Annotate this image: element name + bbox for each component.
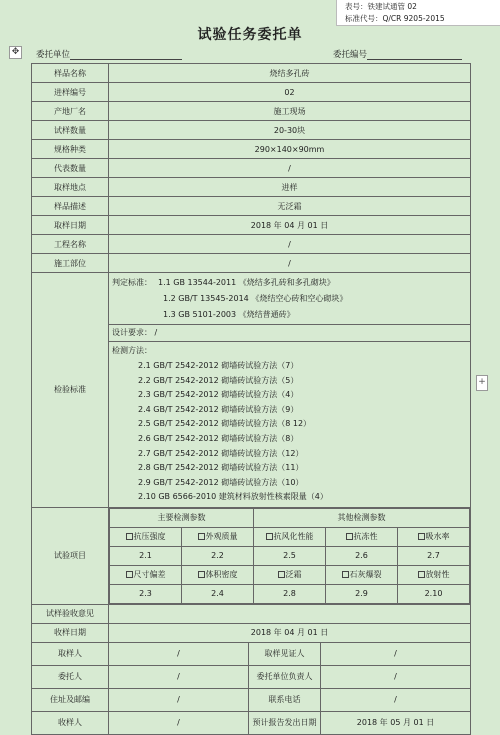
receipt-opinion-label: 试样验收意见	[32, 604, 109, 623]
info-row	[32, 121, 471, 140]
test-item-code: 2.5	[254, 546, 326, 565]
test-item-code: 2.8	[254, 584, 326, 603]
test-item-code: 2.9	[326, 584, 398, 603]
items-grid	[109, 507, 471, 604]
test-item-checkbox[interactable]	[398, 527, 470, 546]
client-value: /	[109, 665, 249, 688]
basis-row	[32, 273, 471, 508]
checkbox-icon[interactable]	[198, 571, 205, 578]
info-row	[32, 140, 471, 159]
commission-no-label: 委托编号	[333, 50, 368, 60]
method-line: 2.7 GB/T 2542-2012 砌墙砖试验方法（12）	[138, 448, 304, 458]
judge-line-2: 1.2 GB/T 13545-2014 《烧结空心砖和空心砌块》	[163, 294, 348, 303]
method-line: 2.4 GB/T 2542-2012 砌墙砖试验方法（9）	[138, 404, 299, 414]
address-value: /	[109, 688, 249, 711]
test-item-name: 泛霜	[285, 570, 302, 580]
receipt-date-value: 2018 年 04 月 01 日	[109, 623, 471, 642]
form-code-box	[336, 0, 500, 26]
test-item-code: 2.1	[110, 546, 182, 565]
info-row	[32, 216, 471, 235]
receipt-date-label: 收样日期	[32, 623, 109, 642]
sampler-row	[32, 642, 471, 665]
info-value: /	[109, 254, 471, 273]
test-item-checkbox[interactable]	[182, 527, 254, 546]
receipt-date-row	[32, 623, 471, 642]
test-item-checkbox[interactable]	[110, 565, 182, 584]
checkbox-icon[interactable]	[342, 571, 349, 578]
design-requirement: 设计要求： /	[109, 324, 470, 342]
info-row	[32, 235, 471, 254]
methods-list	[112, 359, 467, 505]
info-label: 进样编号	[32, 83, 109, 102]
checkbox-icon[interactable]	[198, 533, 205, 540]
client-label: 委托人	[32, 665, 109, 688]
info-label: 施工部位	[32, 254, 109, 273]
test-item-name: 抗风化性能	[273, 532, 314, 542]
test-item-name: 体积密度	[205, 570, 238, 580]
info-row	[32, 64, 471, 83]
test-item-checkbox[interactable]	[110, 527, 182, 546]
test-item-code: 2.2	[182, 546, 254, 565]
commission-table	[31, 63, 471, 735]
info-label: 产地厂名	[32, 102, 109, 121]
info-label: 取样地点	[32, 178, 109, 197]
sampler-label: 取样人	[32, 642, 109, 665]
test-item-code: 2.10	[398, 584, 470, 603]
test-item-code: 2.4	[182, 584, 254, 603]
test-item-code: 2.3	[110, 584, 182, 603]
info-label: 规格种类	[32, 140, 109, 159]
info-value: /	[109, 235, 471, 254]
methods-title: 检测方法：	[112, 346, 152, 355]
method-line: 2.10 GB 6566-2010 建筑材料放射性核素限量（4）	[138, 492, 328, 502]
report-date-value: 2018 年 05 月 01 日	[321, 711, 471, 734]
client-unit-line[interactable]	[70, 49, 182, 60]
info-label: 工程名称	[32, 235, 109, 254]
info-value: 290×140×90mm	[109, 140, 471, 159]
phone-label: 联系电话	[249, 688, 321, 711]
method-line: 2.8 GB/T 2542-2012 砌墙砖试验方法（11）	[138, 463, 304, 473]
method-line: 2.3 GB/T 2542-2012 砌墙砖试验方法（4）	[138, 390, 299, 400]
report-date-label: 预计报告发出日期	[249, 711, 321, 734]
address-row	[32, 688, 471, 711]
receiver-value: /	[109, 711, 249, 734]
test-item-checkbox[interactable]	[182, 565, 254, 584]
info-value: 施工现场	[109, 102, 471, 121]
items-subtable	[109, 508, 470, 604]
test-item-name: 尺寸偏差	[133, 570, 166, 580]
receiver-label: 收样人	[32, 711, 109, 734]
receipt-opinion-row	[32, 604, 471, 623]
items-label: 试验项目	[32, 507, 109, 604]
checkbox-icon[interactable]	[126, 533, 133, 540]
info-value: 20-30块	[109, 121, 471, 140]
test-item-name: 吸水率	[425, 532, 450, 542]
info-value: 烧结多孔砖	[109, 64, 471, 83]
main-params-title: 主要检测参数	[110, 508, 254, 527]
info-row	[32, 254, 471, 273]
info-row	[32, 178, 471, 197]
checkbox-icon[interactable]	[266, 533, 273, 540]
client-lead-value: /	[321, 665, 471, 688]
info-value: /	[109, 159, 471, 178]
standard-code: 标准代号：Q/CR 9205-2015	[345, 14, 445, 23]
info-label: 试样数量	[32, 121, 109, 140]
client-unit-field	[36, 48, 182, 60]
method-line: 2.1 GB/T 2542-2012 砌墙砖试验方法（7）	[138, 361, 299, 370]
info-value: 2018 年 04 月 01 日	[109, 216, 471, 235]
receipt-opinion-value[interactable]	[109, 604, 471, 623]
method-line: 2.6 GB/T 2542-2012 砌墙砖试验方法（8）	[138, 433, 299, 443]
add-column-plus-icon[interactable]: +	[476, 375, 488, 391]
items-row	[32, 507, 471, 604]
test-item-checkbox[interactable]	[398, 565, 470, 584]
test-item-checkbox[interactable]	[254, 565, 326, 584]
client-unit-label: 委托单位	[36, 50, 71, 60]
test-item-checkbox[interactable]	[326, 527, 398, 546]
other-params-title: 其他检测参数	[254, 508, 470, 527]
client-row	[32, 665, 471, 688]
checkbox-icon[interactable]	[346, 533, 353, 540]
test-item-name: 外观质量	[205, 532, 238, 542]
commission-no-field	[333, 48, 462, 60]
test-item-name: 抗压强度	[133, 532, 166, 542]
address-label: 住址及邮编	[32, 688, 109, 711]
info-value: 进样	[109, 178, 471, 197]
commission-no-line[interactable]	[367, 49, 462, 60]
checkbox-icon[interactable]	[418, 533, 425, 540]
method-line: 2.9 GB/T 2542-2012 砌墙砖试验方法（10）	[138, 477, 304, 487]
basis-label: 检验标准	[32, 273, 109, 508]
checkbox-icon[interactable]	[278, 571, 285, 578]
table-move-handle-icon[interactable]: ✥	[9, 46, 22, 59]
test-item-code: 2.6	[326, 546, 398, 565]
phone-value: /	[321, 688, 471, 711]
info-row	[32, 159, 471, 178]
info-row	[32, 197, 471, 216]
method-line: 2.2 GB/T 2542-2012 砌墙砖试验方法（5）	[138, 375, 299, 385]
page-title: 试验任务委托单	[197, 27, 303, 43]
test-item-name: 石灰爆裂	[349, 570, 382, 580]
client-lead-label: 委托单位负责人	[249, 665, 321, 688]
checkbox-icon[interactable]	[126, 571, 133, 578]
test-item-checkbox[interactable]	[326, 565, 398, 584]
info-row	[32, 83, 471, 102]
witness-label: 取样见证人	[249, 642, 321, 665]
checkbox-icon[interactable]	[418, 571, 425, 578]
test-item-name: 放射性	[425, 570, 450, 580]
form-code: 表号：铁建试通管 02	[345, 2, 417, 11]
test-item-name: 抗冻性	[353, 532, 378, 542]
sampler-value: /	[109, 642, 249, 665]
info-label: 取样日期	[32, 216, 109, 235]
method-line: 2.5 GB/T 2542-2012 砌墙砖试验方法（8 12）	[138, 419, 312, 429]
info-row	[32, 102, 471, 121]
receiver-row	[32, 711, 471, 734]
test-item-checkbox[interactable]	[254, 527, 326, 546]
witness-value: /	[321, 642, 471, 665]
info-value: 无泛霜	[109, 197, 471, 216]
info-label: 代表数量	[32, 159, 109, 178]
basis-content	[109, 273, 471, 508]
info-value: 02	[109, 83, 471, 102]
test-item-code: 2.7	[398, 546, 470, 565]
info-label: 样品名称	[32, 64, 109, 83]
info-label: 样品描述	[32, 197, 109, 216]
judge-line-1: 判定标准： 1.1 GB 13544-2011 《烧结多孔砖和多孔砌块》	[112, 278, 335, 287]
judge-line-3: 1.3 GB 5101-2003 《烧结普通砖》	[163, 310, 295, 319]
